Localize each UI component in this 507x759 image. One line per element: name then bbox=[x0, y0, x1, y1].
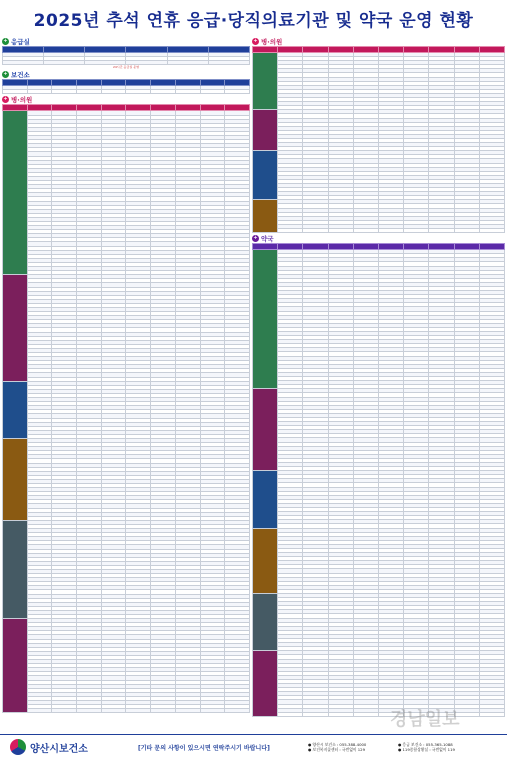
region-cell bbox=[253, 151, 278, 200]
hospital-icon: + bbox=[3, 96, 8, 103]
table-cell bbox=[404, 229, 429, 233]
title-bar bbox=[0, 0, 507, 36]
contact-line: ● 양산시 보건소 : 055-388-4000 bbox=[308, 742, 367, 747]
table-cell bbox=[52, 90, 77, 94]
table-cell bbox=[328, 712, 353, 716]
hospital-icon: + bbox=[253, 38, 258, 44]
cross-icon: + bbox=[3, 71, 8, 78]
left-column bbox=[2, 36, 250, 713]
pharmacy-table bbox=[252, 243, 505, 717]
region-cell bbox=[253, 651, 278, 717]
contact-line: ● 119종합상황실 : 국번없이 119 bbox=[398, 747, 455, 752]
table-cell bbox=[167, 61, 208, 65]
table-cell bbox=[353, 229, 378, 233]
table-cell bbox=[200, 709, 225, 713]
cross-icon: + bbox=[3, 38, 8, 44]
pharmacy-section-title: 약국 bbox=[261, 235, 274, 244]
region-cell bbox=[253, 389, 278, 471]
table-row bbox=[253, 712, 505, 716]
table-cell bbox=[101, 90, 126, 94]
right-column bbox=[252, 36, 505, 717]
table-cell bbox=[126, 709, 151, 713]
footer bbox=[0, 734, 507, 759]
pharmacy-section-head bbox=[252, 234, 505, 243]
region-cell bbox=[253, 594, 278, 651]
region-cell bbox=[3, 275, 28, 381]
pill-icon: + bbox=[253, 235, 258, 242]
emergency-note: 24시간 응급실 운영 bbox=[112, 65, 139, 70]
table-cell bbox=[151, 90, 176, 94]
region-cell bbox=[253, 110, 278, 151]
table-row bbox=[3, 709, 250, 713]
table-cell bbox=[353, 712, 378, 716]
table-cell bbox=[101, 709, 126, 713]
table-cell bbox=[27, 709, 52, 713]
contacts-a bbox=[308, 742, 398, 752]
org-logo bbox=[10, 739, 138, 755]
table-cell bbox=[278, 712, 303, 716]
hospital-right-section-title: 병·의원 bbox=[261, 38, 283, 46]
page-title: 2025년 추석 연휴 응급·당직의료기관 및 약국 운영 현황 bbox=[33, 10, 474, 31]
watermark: 경남일보 bbox=[390, 709, 460, 730]
health-center-section-title: 보건소 bbox=[11, 71, 30, 80]
region-cell bbox=[3, 520, 28, 618]
emergency-section-title: 응급실 bbox=[11, 38, 30, 46]
table-cell bbox=[328, 229, 353, 233]
health-center-section-head bbox=[2, 70, 250, 79]
region-cell bbox=[3, 381, 28, 438]
health-center-table bbox=[2, 79, 250, 94]
table-cell bbox=[27, 90, 52, 94]
table-cell bbox=[151, 709, 176, 713]
hospital-right-table bbox=[252, 46, 505, 233]
logo-mark-icon bbox=[10, 739, 26, 755]
contact-line: ● 응급 보건소 : 055-365-1088 bbox=[398, 742, 453, 747]
table-cell bbox=[77, 709, 102, 713]
table-cell bbox=[479, 229, 504, 233]
table-cell bbox=[44, 61, 85, 65]
hospital-left-table bbox=[2, 104, 250, 713]
region-cell bbox=[3, 438, 28, 520]
region-cell bbox=[253, 528, 278, 594]
table-cell bbox=[77, 90, 102, 94]
table-cell bbox=[278, 229, 303, 233]
table-cell bbox=[208, 61, 249, 65]
table-cell bbox=[200, 90, 225, 94]
emergency-section-head bbox=[2, 37, 250, 46]
table-row bbox=[3, 90, 250, 94]
region-cell bbox=[253, 53, 278, 110]
table-cell bbox=[3, 90, 28, 94]
emergency-table bbox=[2, 46, 250, 65]
region-cell bbox=[253, 200, 278, 233]
table-cell bbox=[303, 229, 328, 233]
table-cell bbox=[429, 229, 454, 233]
table-cell bbox=[479, 712, 504, 716]
hospital-right-section-head bbox=[252, 37, 505, 46]
table-cell bbox=[52, 709, 77, 713]
table-cell bbox=[126, 90, 151, 94]
table-cell bbox=[303, 712, 328, 716]
contact-line: ● 보건복지콜센터 : 국번없이 129 bbox=[308, 747, 366, 752]
table-cell bbox=[225, 709, 250, 713]
region-cell bbox=[3, 111, 28, 275]
inquiry-text: [기타 문의 사항이 있으시면 연락주시기 바랍니다] bbox=[138, 744, 270, 752]
table-cell bbox=[225, 90, 250, 94]
region-cell bbox=[253, 250, 278, 389]
hospital-left-section-title: 병·의원 bbox=[11, 96, 33, 105]
hospital-left-section-head bbox=[2, 95, 250, 104]
table-cell bbox=[378, 229, 403, 233]
region-cell bbox=[3, 619, 28, 713]
region-cell bbox=[253, 471, 278, 528]
table-cell bbox=[3, 61, 44, 65]
org-name: 양산시보건소 bbox=[30, 743, 88, 755]
table-cell bbox=[175, 709, 200, 713]
table-cell bbox=[454, 229, 479, 233]
table-row bbox=[253, 229, 505, 233]
table-cell bbox=[175, 90, 200, 94]
contacts-b bbox=[398, 742, 498, 752]
